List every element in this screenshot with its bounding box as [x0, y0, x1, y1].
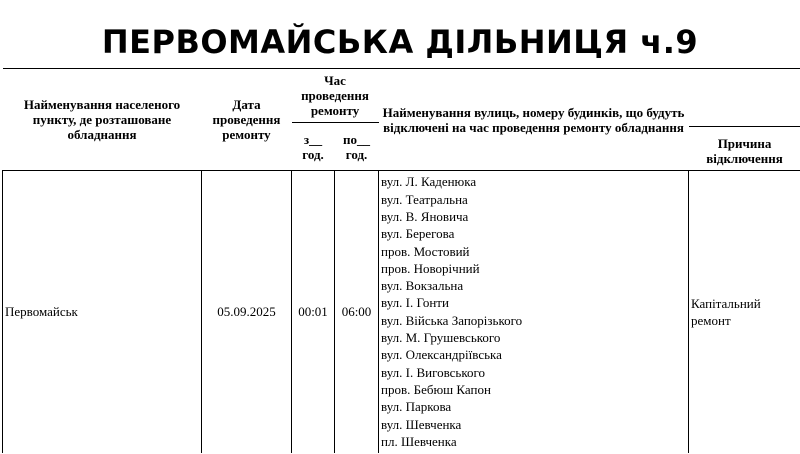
- header-time-from: з__ год.: [292, 123, 335, 171]
- cell-time-to: 06:00: [335, 171, 379, 453]
- cell-streets: [379, 171, 689, 453]
- street-item: вул. Паркова: [381, 399, 452, 415]
- header-streets: Найменування вулиць, номеру будинків, що будуть відключені на час проведення ремонту обладнання: [379, 69, 689, 171]
- street-item: вул. Війська Запорізького: [381, 312, 523, 328]
- street-item: вул. Театральна: [381, 191, 468, 207]
- street-item: вул. М. Грушевського: [381, 330, 501, 346]
- cell-time-from: 00:01: [292, 171, 335, 453]
- street-item: вул. В. Яновича: [381, 208, 469, 224]
- cell-locality: Первомайськ: [3, 171, 202, 453]
- street-item: вул. Вокзальна: [381, 278, 464, 294]
- street-item: пров. Новорічний: [381, 260, 480, 276]
- street-item: вул. І. Виговського: [381, 364, 486, 380]
- street-item: вул. І. Гонти: [381, 295, 449, 311]
- street-item: пров. Мостовий: [381, 243, 470, 259]
- header-time-group: Час проведення ремонту: [292, 69, 379, 123]
- street-item: вул. Шевченка: [381, 416, 462, 432]
- street-item: пров. Бебюш Капон: [381, 381, 491, 397]
- header-locality: Найменування населеного пункту, де розташоване обладнання: [3, 69, 202, 171]
- cell-date: 05.09.2025: [202, 171, 292, 453]
- header-reason-spacer: [689, 69, 800, 123]
- outage-schedule-table: [2, 68, 800, 453]
- header-reason: Причина відключення: [689, 127, 800, 171]
- header-date: Дата проведення ремонту: [202, 69, 292, 171]
- page-title: ПЕРВОМАЙСЬКА ДІЛЬНИЦЯ ч.9: [101, 23, 699, 61]
- street-item: вул. Л. Каденюка: [381, 174, 477, 190]
- street-item: вул. Берегова: [381, 226, 455, 242]
- street-item: вул. Олександріївська: [381, 347, 502, 363]
- cell-reason: Капітальний ремонт: [689, 171, 800, 453]
- header-time-to: по__ год.: [335, 123, 379, 171]
- street-item: пл. Шевченка: [381, 433, 457, 449]
